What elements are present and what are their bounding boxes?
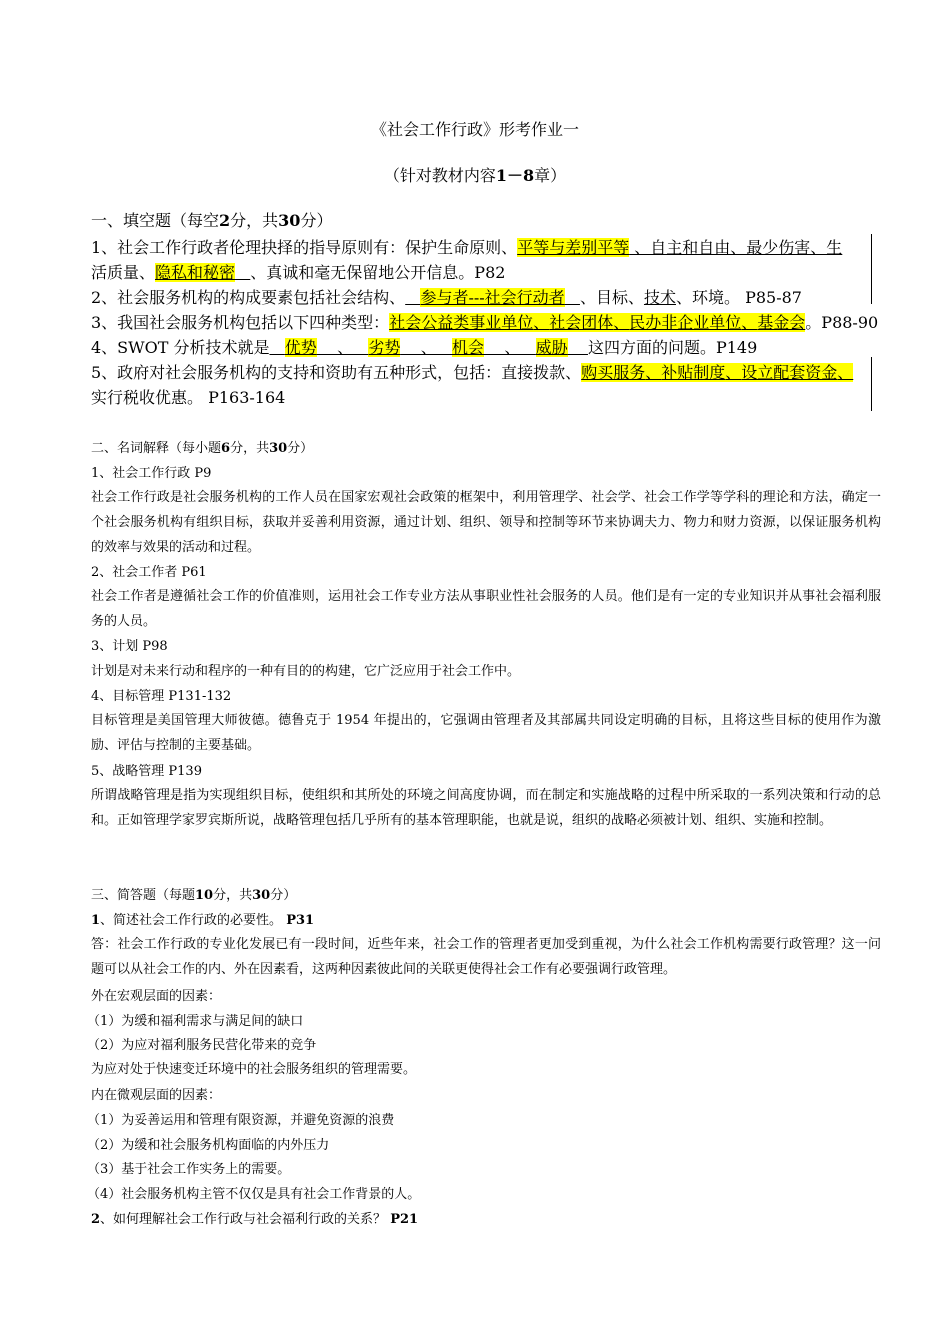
question-text: 、简述社会工作行政的必要性。: [100, 913, 283, 928]
answer-highlight: 机会: [451, 338, 484, 357]
fill-q3: [91, 310, 881, 335]
separator: 、: [613, 313, 630, 332]
list-item: （3）基于社会工作实务上的需要。: [87, 1162, 291, 1177]
separator: 、: [741, 313, 758, 332]
heading-number: 30: [278, 211, 301, 230]
heading-text: 分，共: [213, 888, 253, 903]
definition-4: 目标管理是美国管理大师彼德。德鲁克于 1954 年提出的，它强调由管理者及其部属共同设定明确的目标，且将这些目标的使用作为激励、评估与控制的主要基础。: [91, 713, 881, 753]
blank-underline: [405, 288, 420, 307]
text: 这四方面的问题。P149: [587, 338, 758, 357]
heading-text: 分，共: [230, 211, 279, 230]
blank-underline: [565, 288, 580, 307]
separator: 、: [645, 363, 662, 382]
text: 3、我国社会服务机构包括以下四种类型：: [91, 313, 390, 332]
fill-q5-line1: [91, 360, 881, 385]
answer-1: 答：社会工作行政的专业化发展已有一段时间，近些年来，社会工作的管理者更加受到重视，为什么社会工作机构需要行政管理？这一问题可以从社会工作的内、外在因素看，这两种因素彼此间的关联更使得社会工作有必要强调行政管理。: [91, 937, 881, 977]
text: 2、社会服务机构的构成要素包括社会结构、: [91, 288, 406, 307]
fill-q4: [91, 335, 881, 360]
heading-number: 30: [252, 888, 271, 903]
fill-q1-line2: [91, 260, 881, 285]
heading-text: 分）: [300, 211, 333, 230]
section-1-heading: [91, 211, 332, 231]
doc-subtitle: [0, 166, 950, 186]
answer-highlight: 优势: [284, 338, 317, 357]
answer-highlight: 社会团体: [549, 313, 614, 332]
definition-2: 社会工作者是遵循社会工作的价值准则，运用社会工作专业方法从事职业性社会服务的人员。他们是有一定的专业知识并从事社会福利服务的人员。: [91, 589, 881, 629]
term-5: 5、战略管理 P139: [91, 764, 202, 779]
doc-title: 《社会工作行政》形考作业一: [370, 120, 579, 139]
blank-underline: 、: [400, 338, 452, 357]
separator: 、: [533, 313, 550, 332]
underlined-answer: 技术: [643, 288, 676, 307]
answer-highlight: 设立配套资金: [741, 363, 838, 382]
answer-highlight: 隐私和秘密: [155, 263, 236, 282]
text: 。P88-90: [805, 313, 879, 332]
blank-underline: [568, 338, 588, 357]
answer-highlight: 补贴制度: [661, 363, 726, 382]
question-number: 2: [91, 1212, 101, 1227]
text: 4、SWOT 分析技术就是: [91, 338, 270, 357]
fill-q2: [91, 285, 881, 310]
separator: 、: [725, 363, 742, 382]
answer-highlight: 平等与差别平等: [517, 238, 630, 257]
term-2: 2、社会工作者 P61: [91, 565, 207, 580]
heading-text: 二、名词解释（每小题: [91, 441, 222, 456]
question-2: [91, 1211, 418, 1229]
heading-number: 6: [221, 441, 231, 456]
text: 5、政府对社会服务机构的支持和资助有五种形式，包括：直接拨款、: [91, 363, 582, 382]
question-text: 、如何理解社会工作行政与社会福利行政的关系？: [100, 1212, 387, 1227]
fill-q1-line1: [91, 235, 881, 260]
heading-number: 10: [195, 888, 214, 903]
term-1: 1、社会工作行政 P9: [91, 466, 212, 481]
text: 、真诚和毫无保留地公开信息。P82: [250, 263, 506, 282]
subtitle-pre: （针对教材内容: [383, 166, 496, 185]
definition-1: 社会工作行政是社会服务机构的工作人员在国家宏观社会政策的框架中，利用管理学、社会学、社会工作学等学科的理论和方法，确定一个社会服务机构有组织目标，获取并妥善利用资源，通过计划、组织、领导和控制等环节来协调夫力、物力和财力资源，以保证服务机构的效率与效果的活动和过程。: [91, 490, 881, 555]
subtitle-post: 章）: [534, 166, 567, 185]
list-item: 为应对处于快速变迁环境中的社会服务组织的管理需要。: [91, 1062, 417, 1077]
page-ref: P21: [390, 1212, 419, 1227]
text: 、自主和自由、最少伤害、生: [629, 238, 843, 257]
list-item: （1）为缓和福利需求与满足间的缺口: [87, 1014, 304, 1029]
answer-highlight: 购买服务: [581, 363, 646, 382]
blank-underline: 、: [484, 338, 536, 357]
list-item: 内在微观层面的因素：: [91, 1088, 222, 1103]
text: 活质量、: [91, 263, 156, 282]
answer-highlight: 基金会: [757, 313, 806, 332]
term-4: 4、目标管理 P131-132: [91, 689, 232, 704]
list-item: 外在宏观层面的因素：: [91, 989, 222, 1004]
list-item: （4）社会服务机构主管不仅仅是具有社会工作背景的人。: [87, 1187, 421, 1202]
answer-highlight: 威胁: [535, 338, 568, 357]
subtitle-bold: 1－8: [495, 166, 535, 185]
term-3: 3、计划 P98: [91, 639, 168, 654]
heading-number: 2: [219, 211, 231, 230]
list-item: （2）为应对福利服务民营化带来的竞争: [87, 1038, 317, 1053]
answer-highlight: 社会公益类事业单位: [389, 313, 534, 332]
section-2-heading: [91, 440, 313, 458]
list-item: （1）为妥善运用和管理有限资源，并避免资源的浪费: [87, 1113, 395, 1128]
blank-underline: [235, 263, 250, 282]
text: 、环境。 P85-87: [675, 288, 802, 307]
question-1: [91, 912, 314, 930]
heading-text: 三、简答题（每题: [91, 888, 196, 903]
page-ref: P31: [286, 913, 315, 928]
definition-5: 所谓战略管理是指为实现组织目标，使组织和其所处的环境之间高度协调，而在制定和实施战略的过程中所采取的一系列决策和行动的总和。正如管理学家罗宾斯所说，战略管理包括几乎所有的基本管理职能，也就是说，组织的战略必须被计划、组织、实施和控制。: [91, 788, 881, 828]
answer-highlight: 民办非企业单位: [629, 313, 742, 332]
list-item: （2）为缓和社会服务机构面临的内外压力: [87, 1138, 330, 1153]
heading-text: 分，共: [230, 441, 270, 456]
separator: 、: [837, 363, 854, 382]
heading-text: 分）: [287, 441, 314, 456]
heading-text: 分）: [270, 888, 297, 903]
text: 、目标、: [579, 288, 644, 307]
answer-highlight: 劣势: [368, 338, 401, 357]
text: 1、社会工作行政者伦理抉择的指导原则有：保护生命原则、: [91, 238, 518, 257]
heading-number: 30: [269, 441, 288, 456]
blank-underline: 、: [316, 338, 369, 357]
blank-underline: [269, 338, 284, 357]
fill-q5-line2: 实行税收优惠。 P163-164: [91, 388, 286, 407]
answer-highlight: 参与者---社会行动者: [420, 288, 565, 307]
heading-text: 一、填空题（每空: [91, 211, 220, 230]
section-3-heading: [91, 887, 296, 905]
question-number: 1: [91, 913, 101, 928]
definition-3: 计划是对未来行动和程序的一种有目的的构建，它广泛应用于社会工作中。: [91, 664, 521, 679]
